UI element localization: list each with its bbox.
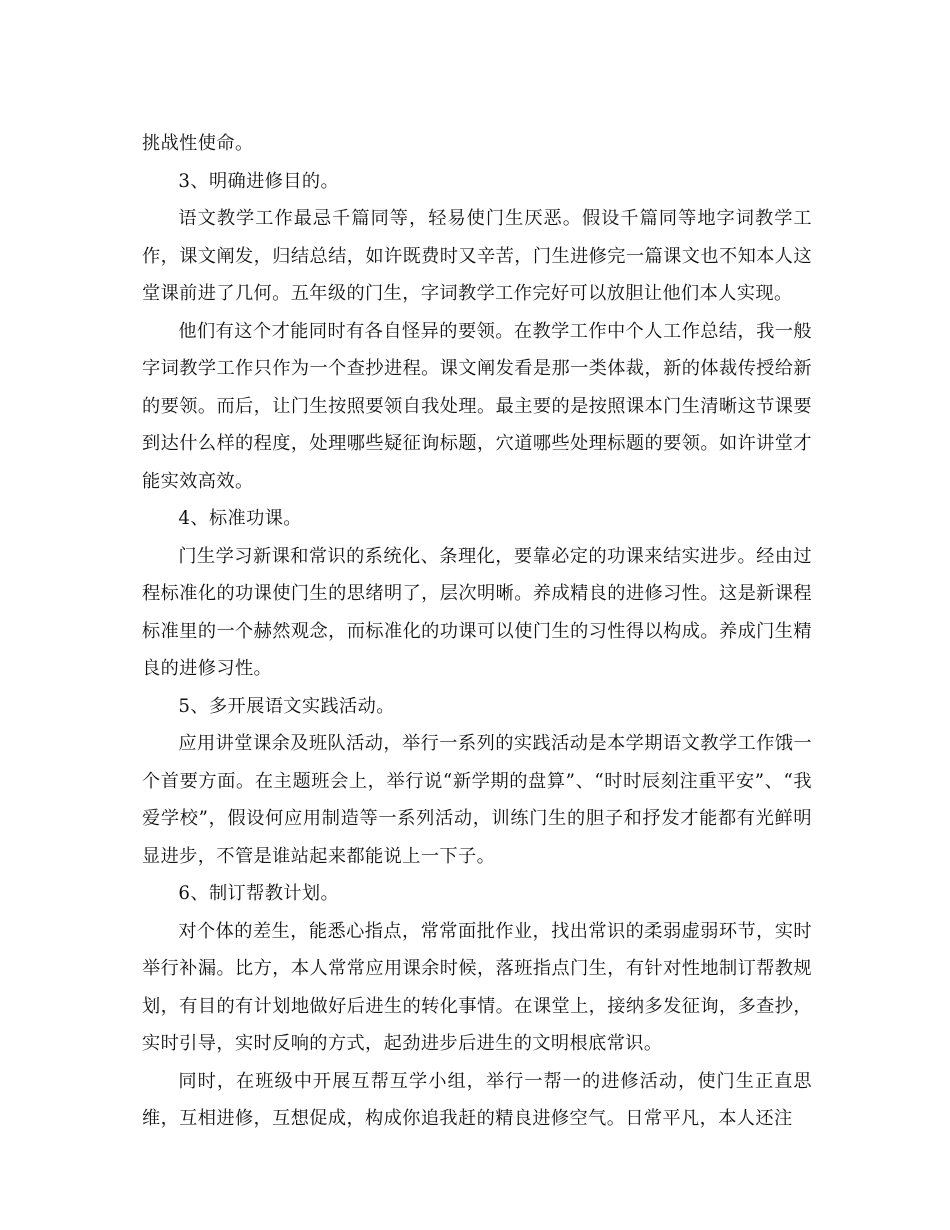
document-body bbox=[142, 125, 812, 1138]
paragraph-continuation: 挑战性使命。 bbox=[142, 133, 254, 154]
section-heading-3: 3、明确进修目的。 bbox=[178, 170, 340, 192]
paragraph: 语文教学工作最忌千篇同等，轻易使门生厌恶。假设千篇同等地字词教学工作，课文阐发，归结总结，如许既费时又辛苦，门生进修完一篇课文也不知本人这堂课前进了几何。五年级的门生，字词教学工作完好可以放胆让他们本人实现。 bbox=[142, 208, 812, 304]
paragraph: 门生学习新课和常识的系统化、条理化，要靠必定的功课来结实进步。经由过程标准化的功课使门生的思绪明了，层次明晰。养成精良的进修习性。这是新课程标准里的一个赫然观念，而标准化的功课可以使门生的习性得以构成。养成门生精良的进修习性。 bbox=[142, 545, 812, 679]
section-heading-4: 4、标准功课。 bbox=[178, 508, 302, 529]
paragraph: 应用讲堂课余及班队活动，举行一系列的实践活动是本学期语文教学工作饿一个首要方面。在主题班会上，举行说“新学期的盘算”、“时时辰刻注重平安”、“我爱学校”，假设何应用制造等一系列活动，训练门生的胆子和抒发才能都有光鲜明显进步，不管是谁站起来都能说上一下子。 bbox=[142, 733, 812, 867]
paragraph: 同时，在班级中开展互帮互学小组，举行一帮一的进修活动，使门生正直思维，互相进修，互想促成，构成你追我赶的精良进修空气。日常平凡，本人还注 bbox=[142, 1070, 812, 1129]
section-heading-6: 6、制订帮教计划。 bbox=[178, 883, 340, 904]
section-heading-5: 5、多开展语文实践活动。 bbox=[178, 695, 395, 717]
paragraph: 他们有这个才能同时有各自怪异的要领。在教学工作中个人工作总结，我一般字词教学工作只作为一个查抄进程。课文阐发看是那一类体裁，新的体裁传授给新的要领。而后，让门生按照要领自我处理。最主要的是按照课本门生清晰这节课要到达什么样的程度，处理哪些疑征询标题，穴道哪些处理标题的要领。如许讲堂才能实效高效。 bbox=[142, 320, 812, 492]
paragraph: 对个体的差生，能悉心指点，常常面批作业，找出常识的柔弱虚弱环节，实时举行补漏。比方，本人常常应用课余时候，落班指点门生，有针对性地制订帮教规划，有目的有计划地做好后进生的转化事情。在课堂上，接纳多发征询，多查抄，实时引导，实时反响的方式，起劲进步后进生的文明根底常识。 bbox=[142, 920, 812, 1054]
